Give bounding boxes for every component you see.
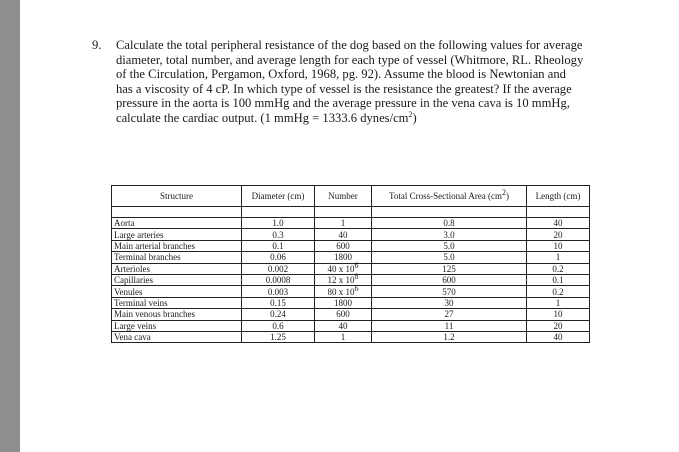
cell-area <box>372 252 527 263</box>
cell-structure-text: Main venous branches <box>114 309 195 320</box>
cell-length-text: 0.1 <box>552 275 564 286</box>
cell-number-text: 80 x 10 <box>327 286 355 297</box>
cell-area-text: 30 <box>444 297 454 308</box>
cell-number <box>315 260 372 274</box>
cell-structure <box>112 320 242 331</box>
cell-area-text: 27 <box>444 309 454 320</box>
cell-diameter <box>242 331 315 342</box>
cell-number-text: 600 <box>336 309 350 320</box>
table-header-row <box>112 186 590 207</box>
cell-area <box>372 229 527 240</box>
cell-structure-text: Main arterial branches <box>114 240 195 251</box>
cell-diameter <box>242 297 315 308</box>
table-row <box>112 263 590 274</box>
cell-area-text: 125 <box>442 263 456 274</box>
cell-length <box>527 263 590 274</box>
question-number: 9. <box>92 38 102 52</box>
question-line: has a viscosity of 4 cP. In which type of vessel is the resistance the greatest? If the average <box>116 81 572 96</box>
cell-diameter-text: 0.002 <box>267 263 289 274</box>
header-area-suffix: ) <box>506 191 510 201</box>
cell-area <box>372 240 527 251</box>
table-row <box>112 240 590 251</box>
cell-number <box>315 331 372 342</box>
cell-structure <box>112 286 242 297</box>
cell-length <box>527 309 590 320</box>
cell-length <box>527 252 590 263</box>
table-row <box>112 286 590 297</box>
question-line: Calculate the total peripheral resistance of the dog based on the following values for average <box>116 38 583 52</box>
cell-area-text: 1.2 <box>443 332 455 343</box>
cell-diameter-text: 0.3 <box>272 229 284 240</box>
cell-length-text: 1 <box>555 297 561 308</box>
cell-number <box>315 274 372 285</box>
header-number: Number <box>315 186 372 207</box>
cell-diameter <box>242 320 315 331</box>
cell-structure-text: Venules <box>114 286 143 297</box>
cell-area-text: 5.0 <box>443 252 455 263</box>
cell-diameter <box>242 252 315 263</box>
question-line-last <box>116 111 661 126</box>
cell-diameter <box>242 274 315 285</box>
cell-diameter-text: 0.6 <box>272 320 284 331</box>
cell-structure-text: Capillaries <box>114 275 153 286</box>
table-row <box>112 331 590 342</box>
cell-structure <box>112 229 242 240</box>
table-row <box>112 320 590 331</box>
cell-length-text: 1 <box>555 252 561 263</box>
table-row <box>112 218 590 229</box>
cell-length <box>527 297 590 308</box>
cell-number-exponent: 8 <box>354 272 359 282</box>
question-line: pressure in the aorta is 100 mmHg and the average pressure in the vena cava is 10 mmHg, <box>116 96 570 111</box>
cell-number <box>315 240 372 251</box>
header-diameter: Diameter (cm) <box>242 186 315 207</box>
cell-number-text: 600 <box>336 240 350 251</box>
cell-structure <box>112 309 242 320</box>
cell-structure-text: Large arteries <box>114 229 164 240</box>
table-row <box>112 274 590 285</box>
header-length: Length (cm) <box>527 186 590 207</box>
cell-structure <box>112 218 242 229</box>
cell-structure-text: Vena cava <box>114 332 151 343</box>
cell-structure-text: Aorta <box>114 218 135 229</box>
left-margin-bar <box>0 0 20 452</box>
cell-structure-text: Arterioles <box>114 263 150 274</box>
cell-area <box>372 297 527 308</box>
cell-number-text: 40 <box>338 229 348 240</box>
cell-number-text: 1800 <box>334 297 352 308</box>
cell-diameter <box>242 229 315 240</box>
cell-diameter <box>242 218 315 229</box>
cell-number-text: 40 x 10 <box>327 263 355 274</box>
table-row <box>112 252 590 263</box>
cell-length-text: 20 <box>553 229 563 240</box>
cell-structure <box>112 297 242 308</box>
question-line: diameter, total number, and average length for each type of vessel (Whitmore, RL. Rheology <box>116 52 584 67</box>
cell-length-text: 40 <box>553 218 563 229</box>
cell-number <box>315 229 372 240</box>
cell-number <box>315 309 372 320</box>
cell-number-text: 12 x 10 <box>327 275 355 286</box>
question-line-last-suffix: ) <box>412 110 417 125</box>
cell-structure <box>112 331 242 342</box>
cell-area-text: 0.8 <box>443 218 455 229</box>
question-text <box>116 38 661 126</box>
cell-structure-text: Terminal branches <box>114 252 181 263</box>
cell-area <box>372 274 527 285</box>
cell-length <box>527 320 590 331</box>
cell-diameter <box>242 286 315 297</box>
header-area-text: Total Cross-Sectional Area (cm <box>388 191 503 201</box>
cell-number-exponent: 6 <box>354 260 359 270</box>
vessel-table <box>111 185 590 343</box>
table-row <box>112 309 590 320</box>
cell-length-text: 40 <box>553 332 563 343</box>
cell-number-text: 1800 <box>334 252 352 263</box>
cell-length-text: 20 <box>553 320 563 331</box>
cell-area <box>372 263 527 274</box>
cell-area-text: 600 <box>442 275 456 286</box>
cell-area <box>372 309 527 320</box>
cell-number <box>315 252 372 263</box>
cell-diameter-text: 0.06 <box>270 252 286 263</box>
question-superscript: 2 <box>408 109 413 119</box>
cell-structure-text: Terminal veins <box>114 297 168 308</box>
cell-length-text: 0.2 <box>552 286 564 297</box>
cell-area <box>372 320 527 331</box>
cell-length-text: 10 <box>553 240 563 251</box>
table-row <box>112 297 590 308</box>
cell-structure <box>112 263 242 274</box>
cell-length <box>527 286 590 297</box>
cell-structure <box>112 274 242 285</box>
spacer-row <box>112 207 590 218</box>
cell-diameter-text: 0.15 <box>270 297 286 308</box>
cell-number-text: 1 <box>340 218 346 229</box>
cell-length <box>527 240 590 251</box>
cell-number <box>315 297 372 308</box>
cell-diameter-text: 0.1 <box>272 240 284 251</box>
cell-structure <box>112 240 242 251</box>
cell-area-text: 3.0 <box>443 229 455 240</box>
header-structure: Structure <box>112 186 242 207</box>
cell-number-text: 40 <box>338 320 348 331</box>
cell-diameter-text: 0.0008 <box>265 275 291 286</box>
cell-number <box>315 283 372 297</box>
cell-length <box>527 331 590 342</box>
cell-area <box>372 286 527 297</box>
cell-number <box>315 320 372 331</box>
cell-diameter <box>242 240 315 251</box>
cell-area-text: 11 <box>444 320 454 331</box>
cell-diameter <box>242 263 315 274</box>
cell-structure <box>112 252 242 263</box>
cell-area-text: 570 <box>442 286 456 297</box>
cell-diameter <box>242 309 315 320</box>
header-area-sup: 2 <box>502 188 507 197</box>
cell-number-text: 1 <box>340 332 346 343</box>
cell-length-text: 0.2 <box>552 263 564 274</box>
cell-number <box>315 218 372 229</box>
cell-area <box>372 331 527 342</box>
cell-area <box>372 218 527 229</box>
cell-length <box>527 229 590 240</box>
cell-diameter-text: 1.25 <box>270 332 286 343</box>
cell-diameter-text: 1.0 <box>272 218 284 229</box>
cell-length <box>527 218 590 229</box>
cell-structure-text: Large veins <box>114 320 157 331</box>
question-line-last-text: calculate the cardiac output. (1 mmHg = 1333.6 dynes/cm <box>116 110 409 125</box>
question-line: of the Circulation, Pergamon, Oxford, 1968, pg. 92). Assume the blood is Newtonian and <box>116 67 566 82</box>
cell-area-text: 5.0 <box>443 240 455 251</box>
cell-diameter-text: 0.003 <box>267 286 289 297</box>
header-area <box>372 186 527 207</box>
cell-length-text: 10 <box>553 309 563 320</box>
cell-length <box>527 274 590 285</box>
table-row <box>112 229 590 240</box>
cell-number-exponent: 6 <box>354 283 359 293</box>
cell-diameter-text: 0.24 <box>270 309 286 320</box>
